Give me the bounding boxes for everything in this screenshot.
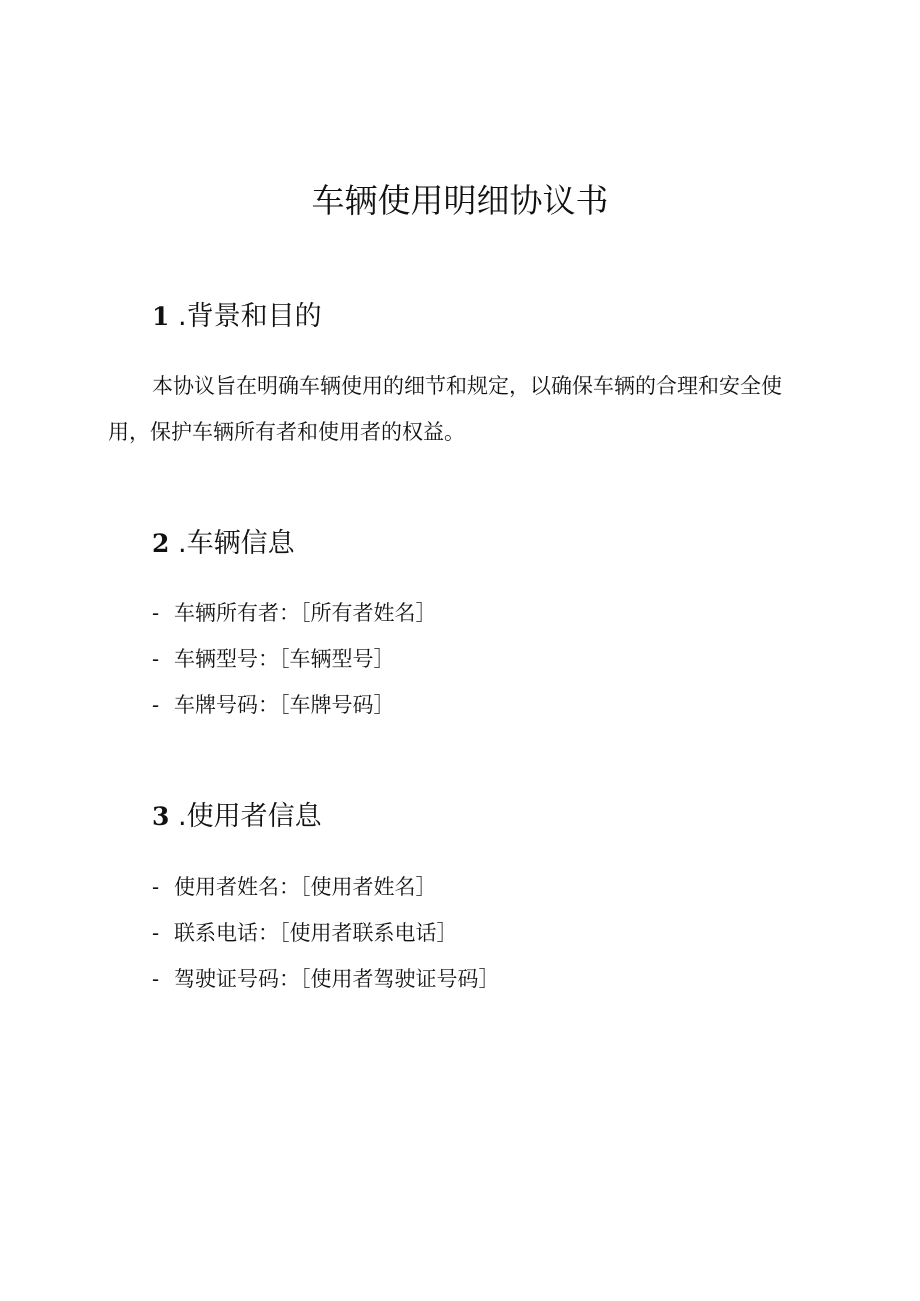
user-info-list bbox=[152, 864, 500, 1002]
field-placeholder: ［所有者姓名］ bbox=[300, 601, 437, 625]
list-item-vehicle-model bbox=[152, 636, 437, 682]
list-item-plate-number bbox=[152, 682, 437, 728]
field-label: 车辆型号： bbox=[174, 647, 279, 671]
vehicle-info-list bbox=[152, 590, 437, 728]
field-placeholder: ［使用者联系电话］ bbox=[279, 921, 458, 945]
field-label: 驾驶证号码： bbox=[174, 967, 300, 991]
field-label: 车辆所有者： bbox=[174, 601, 300, 625]
list-item-vehicle-owner bbox=[152, 590, 437, 636]
field-placeholder: ［使用者姓名］ bbox=[300, 875, 437, 899]
section-title: .背景和目的 bbox=[178, 301, 322, 332]
list-dash: - bbox=[152, 601, 160, 625]
section-title: .使用者信息 bbox=[178, 801, 322, 832]
document-title: 车辆使用明细协议书 bbox=[311, 181, 609, 220]
list-item-contact-phone bbox=[152, 910, 500, 956]
section-number: 1 bbox=[152, 302, 170, 331]
section-heading-user-info bbox=[152, 798, 322, 836]
field-placeholder: ［车辆型号］ bbox=[279, 647, 395, 671]
list-dash: - bbox=[152, 921, 160, 945]
background-paragraph: 本协议旨在明确车辆使用的细节和规定，以确保车辆的合理和安全使用，保护车辆所有者和使用者的权益。 bbox=[108, 374, 782, 444]
field-label: 车牌号码： bbox=[174, 693, 279, 717]
section-title: .车辆信息 bbox=[178, 528, 295, 559]
list-dash: - bbox=[152, 647, 160, 671]
list-dash: - bbox=[152, 875, 160, 899]
list-item-user-name bbox=[152, 864, 500, 910]
list-dash: - bbox=[152, 693, 160, 717]
field-placeholder: ［使用者驾驶证号码］ bbox=[300, 967, 500, 991]
section-number: 3 bbox=[152, 802, 170, 831]
field-placeholder: ［车牌号码］ bbox=[279, 693, 395, 717]
list-dash: - bbox=[152, 967, 160, 991]
field-label: 使用者姓名： bbox=[174, 875, 300, 899]
list-item-license-number bbox=[152, 956, 500, 1002]
section-number: 2 bbox=[152, 529, 170, 558]
section-heading-vehicle-info bbox=[152, 525, 295, 563]
field-label: 联系电话： bbox=[174, 921, 279, 945]
section-heading-background bbox=[152, 298, 322, 336]
